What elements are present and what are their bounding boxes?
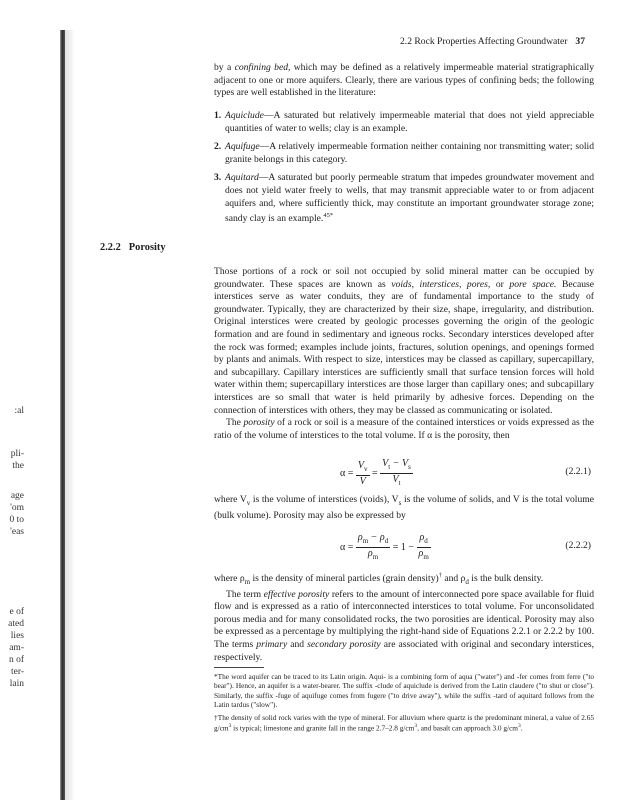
density-definition-paragraph: where $\rho_m$ is the density of mineral particles (grain density)† and $\rho_d$ is the bulk density. — [214, 572, 544, 587]
left-page-fragment: the — [12, 461, 24, 471]
porosity-paragraph-2: The porosity of a rock or soil is a measure of the contained interstices or voids expressed as the ratio of the volume of interstices to the total volume. If α is the porosity, then — [214, 417, 594, 441]
section-heading — [100, 242, 166, 253]
intro-paragraph: by a confining bed, which may be defined as a relatively impermeable material stratigraphically adjacent to one or more aquifers. Clearly, there are various types of confining beds; the following types are well established in the literature: — [214, 62, 594, 99]
running-header — [400, 36, 585, 47]
equation-2-2-1: α = $\frac{V_v}{V}$ = $\frac{V_t - V_s}{V_t}$ — [340, 458, 411, 487]
density-and-effective-porosity — [214, 570, 594, 664]
volume-definitions-paragraph: where $V_v$ is the volume of interstices (voids), $V_s$ is the volume of solids, and V is the total volume (bulk volume). Porosity may also be expressed by — [214, 494, 594, 521]
left-page-fragment: age — [10, 491, 24, 501]
footnote-rock-density: †The density of solid rock varies with the type of mineral. For alluvium where quartz is the predominant mineral, a value of 2.65 $g/cm^3$ is typical; limestone and granite fall in the range 2.7–2.8 $g/cm^3$, and basalt can approach 3.0 $g/cm^3$. — [214, 712, 594, 733]
section-number: 2.2.2 — [100, 242, 121, 253]
left-page-fragment: 'eas — [10, 527, 24, 537]
footnotes — [214, 672, 594, 733]
footnote-aquifer-etymology: *The word aquifer can be traced to its Latin origin. Aqui- is a combining form of aqua ("water") and -fer comes from ferre ("to bear"). Hence, an aquifer is a water-bearer. The suffix -clude of aquiclude is derived from the Latin claudere ("to shut or close"). Similarly, the suffix -fuge of aquifuge comes from fugere ("to drive away"), while the suffix -tard of aquitard follows from the Latin tardus ("slow"). — [214, 672, 594, 710]
left-page-fragment: am- — [9, 643, 24, 653]
page-number: 37 — [575, 36, 586, 47]
equation-number: (2.2.2) — [565, 540, 591, 551]
porosity-body — [214, 266, 594, 442]
left-page-fragment: e of — [9, 607, 24, 617]
running-head-title: 2.2 Rock Properties Affecting Groundwater — [400, 36, 568, 47]
porosity-paragraph-1: Those portions of a rock or soil not occupied by solid mineral matter can be occupied by groundwater. These spaces are known as voids, interstices, pores, or pore space. Because interstices serve as water conduits, they are of fundamental importance to the study of groundwater. Typically, they are characterized by their size, shape, irregularity, and distribution. Original interstices were created by geologic processes governing the origin of the geologic formation and are found in sedimentary and igneous rocks. Secondary interstices developed after the rock was formed; examples include joints, fractures, solution openings, and openings formed by plants and animals. With respect to size, interstices may be classed as capillary, supercapillary, and subcapillary. Capillary interstices are sufficiently small that surface tension forces will hold water within them; supercapillary interstices are those larger than capillary ones; and subcapillary interstices are so small that water is held primarily by adhesive forces. Depending on the connection of interstices with others, they may be classed as communicating or isolated. — [214, 266, 594, 416]
left-page-fragment: ter- — [11, 667, 24, 677]
gutter-shadow — [65, 30, 75, 800]
list-item: 2. Aquifuge—A relatively impermeable formation neither containing nor transmitting water; solid granite belongs in this category. — [214, 141, 594, 165]
effective-porosity-paragraph: The term effective porosity refers to the amount of interconnected pore space available for fluid flow and is expressed as a ratio of interconnected interstices to total volume. For unconsolidated porous media and for many consolidated rocks, the two porosities are identical. Porosity may also be expressed as a percentage by multiplying the right-hand side of Equations 2.2.1 or 2.2.2 by 100. The terms primary and secondary porosity are associated with original and secondary interstices, respectively. — [214, 588, 594, 663]
footnote-rule — [214, 667, 264, 668]
section-title: Porosity — [128, 242, 166, 253]
list-item: 1. Aquiclude—A saturated but relatively impermeable material that does not yield appreciable quantities of water to wells; clay is an example. — [214, 110, 594, 134]
left-page-fragment: pli- — [10, 449, 24, 459]
confining-bed-types-list — [214, 110, 594, 232]
equation-2-2-2: α = $\frac{\rho_m - \rho_d}{\rho_m}$ = 1 − $\frac{\rho_d}{\rho_m}$ — [340, 532, 429, 561]
list-item: 3. Aquitard—A saturated but poorly permeable stratum that impedes groundwater movement and does not yield water freely to wells, that may transmit appreciable water to or from adjacent aquifers and, where sufficiently thick, may constitute an important groundwater storage zone; sandy clay is an example.$^{45*}$ — [214, 172, 594, 225]
left-page-fragment: 'om — [10, 503, 24, 513]
left-page-fragment: lies — [10, 631, 24, 641]
equation-number: (2.2.1) — [565, 466, 591, 477]
left-page-fragment: n of — [8, 655, 24, 665]
left-page-fragment: lain — [9, 679, 24, 689]
left-page-fragment: :al — [14, 406, 24, 416]
left-page-fragment: 0 to — [9, 515, 24, 525]
left-page-fragment: ated — [8, 619, 24, 629]
confining-bed-term: confining bed, — [234, 62, 291, 73]
